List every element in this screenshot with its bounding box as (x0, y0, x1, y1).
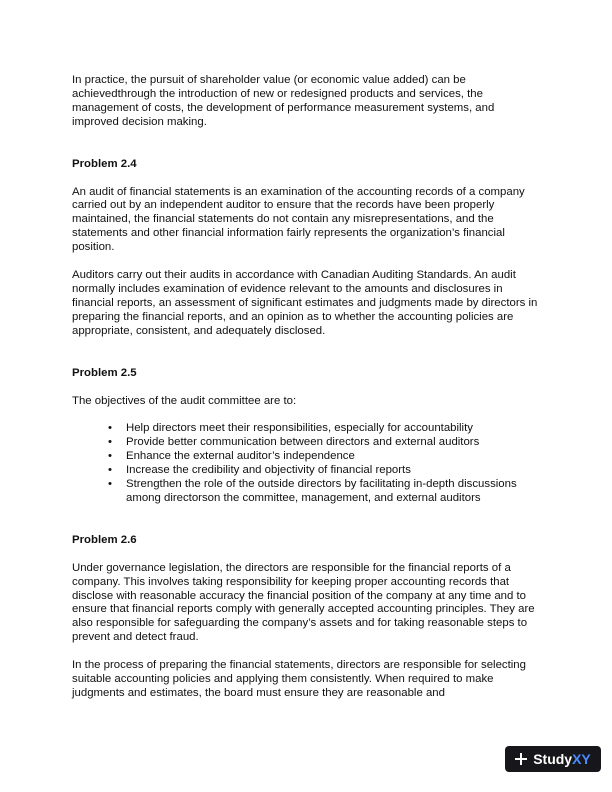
bullet-glyph: • (108, 464, 112, 477)
list-item (108, 464, 544, 478)
bullet-glyph: • (108, 478, 112, 491)
list-item (108, 450, 544, 464)
problem-2-6-paragraph-2: In the process of preparing the financial statements, directors are responsible for selecting suitable accounting policies and applying them consistently. When required to make judgments and estimates, the board must ensure they are reasonable and (72, 659, 526, 699)
problem-2-4-paragraph-1: An audit of financial statements is an examination of the accounting records of a company carried out by an independent auditor to ensure that the records have been properly maintained, the financial statements do not contain any misrepresentations, and the statements and other financial information fairly represents the organization’s financial position. (72, 185, 525, 254)
bullet-glyph: • (108, 436, 112, 449)
audit-committee-objectives-list (72, 422, 544, 505)
list-item-text: Help directors meet their responsibilities, especially for accountability (126, 422, 473, 435)
brand-accent-text: XY (572, 751, 591, 767)
bullet-glyph: • (108, 422, 112, 435)
list-item-text: Increase the credibility and objectivity of financial reports (126, 464, 411, 477)
document-page (72, 74, 544, 701)
problem-2-6-paragraph-1: Under governance legislation, the directors are responsible for the financial reports of a company. This involves taking responsibility for keeping proper accounting records that disclose with reasonable accuracy the financial position of the company at any time and to ensure that financial reports comply with generally accepted accounting principles. They are also responsible for safeguarding the company’s assets and for taking reasonable steps to prevent and detect fraud. (72, 561, 535, 644)
list-item (108, 422, 544, 436)
heading-problem-2-6: Problem 2.6 (72, 533, 137, 546)
list-item-text: Provide better communication between directors and external auditors (126, 436, 480, 449)
heading-problem-2-5: Problem 2.5 (72, 366, 137, 379)
bullet-glyph: • (108, 450, 112, 463)
heading-problem-2-4: Problem 2.4 (72, 157, 137, 170)
plus-icon (515, 753, 527, 765)
brand-main-text: Study (533, 751, 573, 767)
list-item-text: Strengthen the role of the outside directors by facilitating in-depth discussions among directorson the committee, management, and external auditors (126, 478, 517, 504)
list-item (108, 436, 544, 450)
list-item (108, 478, 544, 506)
list-item-text: Enhance the external auditor’s independence (126, 450, 355, 463)
problem-2-5-intro: The objectives of the audit committee are to: (72, 394, 297, 407)
intro-paragraph: In practice, the pursuit of shareholder value (or economic value added) can be achievedthrough the introduction of new or redesigned products and services, the management of costs, the development of performance measurement systems, and improved decision making. (72, 74, 495, 128)
problem-2-4-paragraph-2: Auditors carry out their audits in accordance with Canadian Auditing Standards. An audit normally includes examination of evidence relevant to the amounts and disclosures in financial reports, an assessment of significant estimates and judgments made by directors in preparing the financial reports, and an opinion as to whether the accounting policies are appropriate, consistent, and adequately disclosed. (72, 269, 538, 337)
studyxy-watermark-badge (505, 746, 601, 772)
